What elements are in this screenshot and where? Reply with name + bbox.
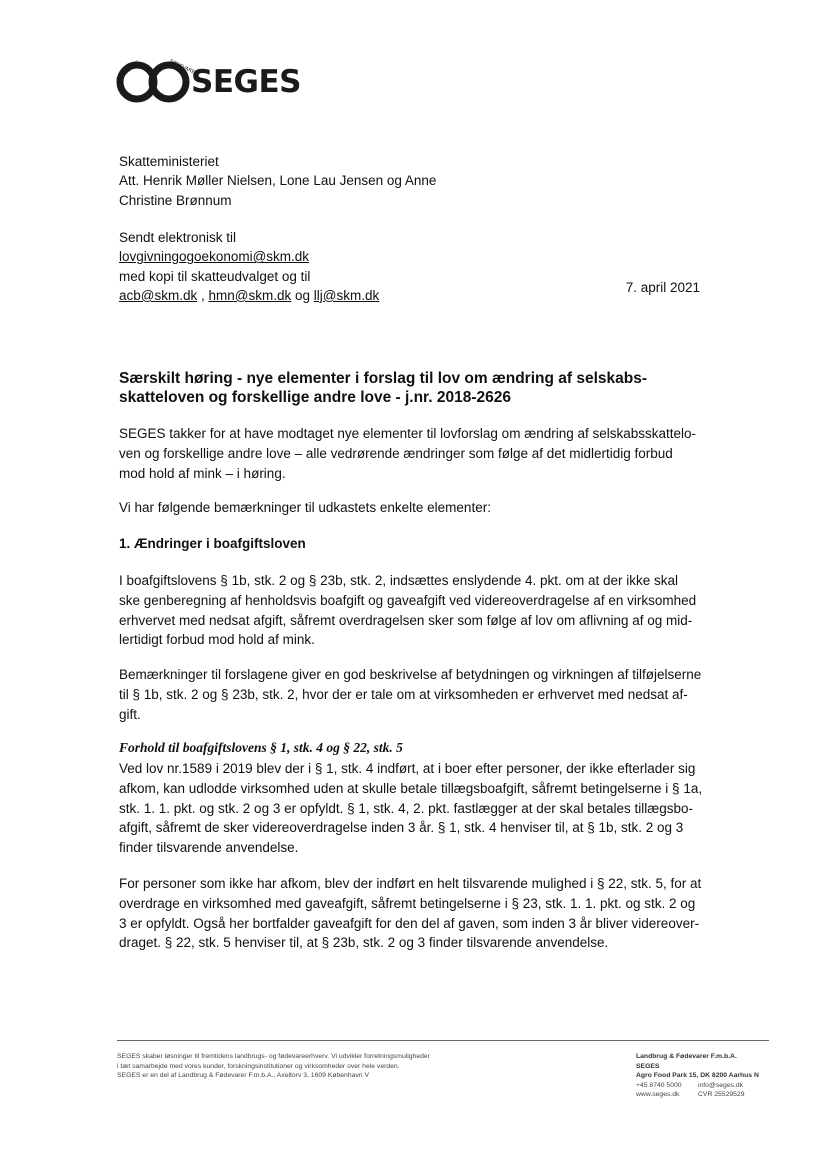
- copy-text: med kopi til skatteudvalget og til: [119, 268, 311, 284]
- footer-web[interactable]: www.seges.dk: [636, 1091, 680, 1099]
- paragraph-line: SEGES takker for at have modtaget nye elementer til lovforslag om ændring af selskabsskattelo-: [119, 426, 697, 441]
- paragraph-line: For personer som ikke har afkom, blev der indført en helt tilsvarende mulighed i § 22, stk. 5, for at: [119, 876, 702, 891]
- separator: og: [291, 287, 314, 303]
- footer-contact: [636, 1052, 759, 1100]
- title-line: skatteloven og forskellige andre love - j.nr. 2018-2626: [119, 388, 511, 406]
- paragraph-line: afkom, kan udlodde virksomhed uden at skulle betale tillægsboafgift, såfremt betingelserne i § 1a,: [119, 780, 703, 796]
- paragraph-line: gift.: [119, 706, 141, 722]
- sent-intro: Sendt elektronisk til: [119, 230, 237, 245]
- paragraph-line: Bemærkninger til forslagene giver en god beskrivelse af betydningen og virkningen af tilføjelserne: [119, 667, 702, 682]
- address-line: Christine Brønnum: [119, 192, 232, 208]
- paragraph-line: I boafgiftslovens § 1b, stk. 2 og § 23b, stk. 2, indsættes enslydende 4. pkt. om at der ikke skal: [119, 573, 679, 588]
- letter-date: 7. april 2021: [625, 280, 700, 295]
- separator: ,: [197, 287, 209, 303]
- footer-unit: SEGES: [636, 1062, 660, 1070]
- paragraph-line: Vi har følgende bemærkninger til udkastets enkelte elementer:: [119, 500, 491, 515]
- subsection-paragraph-1: [119, 759, 715, 858]
- svg-text:FØDEVARER: FØDEVARER: [168, 58, 199, 77]
- footer-line: i tæt samarbejde med vores kunder, forskningsinstitutioner og virksomheder over hele verden.: [117, 1062, 400, 1070]
- intro-paragraph: [119, 424, 715, 483]
- document-title: [119, 370, 719, 407]
- paragraph-line: til § 1b, stk. 2 og § 23b, stk. 2, hvor der er tale om at virksomheden er erhvervet med nedsat af-: [119, 686, 688, 702]
- subsection-paragraph-2: [119, 874, 715, 953]
- footer-divider: [117, 1040, 769, 1041]
- paragraph-line: 3 er opfyldt. Også her bortfalder gaveafgift for den del af gaven, som inden 3 år bliver videreover-: [119, 915, 700, 931]
- section-heading: 1. Ændringer i boafgiftsloven: [119, 536, 306, 551]
- paragraph-line: overdrage en virksomhed med gaveafgift, såfremt betingelserne i § 23, stk. 1. 1. pkt. og stk. 2 og: [119, 895, 696, 911]
- email-link-acb[interactable]: acb@skm.dk: [119, 287, 198, 303]
- svg-text:LANDBRUG: LANDBRUG: [115, 59, 141, 83]
- paragraph-line: mod hold af mink – i høring.: [119, 465, 286, 481]
- footer-line: SEGES skaber løsninger til fremtidens landbrugs- og fødevareerhverv. Vi udvikler forretningsmuligheder: [117, 1053, 430, 1060]
- paragraph-line: erhvervet med nedsat afgift, såfremt overdragelsen sker som følge af lov om aflivning af og mid-: [119, 612, 693, 628]
- sent-info: [119, 228, 379, 305]
- footer-org: Landbrug & Fødevarer F.m.b.A.: [636, 1053, 737, 1060]
- logo-wordmark: SEGES: [191, 64, 301, 100]
- footer-line: SEGES er en del af Landbrug & Fødevarer F.m.b.A., Axeltorv 3, 1609 København V: [117, 1072, 369, 1080]
- footer-address: Agro Food Park 15, DK 8200 Aarhus N: [636, 1072, 759, 1080]
- email-link-hmn[interactable]: hmn@skm.dk: [208, 287, 292, 303]
- paragraph-line: lertidigt forbud mod hold af mink.: [119, 632, 315, 648]
- seges-logo: [117, 54, 301, 110]
- title-line: Særskilt høring - nye elementer i forslag til lov om ændring af selskabs-: [119, 370, 647, 387]
- footer-email[interactable]: info@seges.dk: [698, 1081, 744, 1089]
- paragraph-line: ven og forskellige andre love – alle vedrørende ændringer som følge af det midlertidig forbud: [119, 445, 673, 461]
- paragraph-line: Ved lov nr.1589 i 2019 blev der i § 1, stk. 4 indført, at i boer efter personer, der ikke efterlader sig: [119, 761, 696, 776]
- subsection-heading: Forhold til boafgiftslovens § 1, stk. 4 og § 22, stk. 5: [119, 740, 403, 755]
- footer-cvr: CVR 25529529: [698, 1091, 745, 1099]
- email-link-llj[interactable]: llj@skm.dk: [313, 287, 380, 303]
- address-line: Skatteministeriet: [119, 154, 219, 169]
- paragraph-line: stk. 1. 1. pkt. og stk. 2 og 3 er opfyldt. § 1, stk. 4, 2. pkt. fastlægger at der skal betales tillægsbo-: [119, 800, 694, 816]
- email-link-main[interactable]: lovgivningogoekonomi@skm.dk: [119, 249, 310, 265]
- footer-phone: +45 8740 5000: [636, 1081, 682, 1089]
- paragraph-line: afgift, såfremt de sker videreoverdragelse inden 3 år. § 1, stk. 4 henviser til, at § 1b, stk. 2 og 3: [119, 820, 684, 836]
- paragraph-line: draget. § 22, stk. 5 henviser til, at § 23b, stk. 2 og 3 finder tilsvarende anvendelse.: [119, 935, 609, 951]
- footer-about: [117, 1052, 430, 1081]
- paragraph-line: ske genberegning af henholdsvis boafgift og gaveafgift ved videreoverdragelse af en virksomhed: [119, 592, 697, 608]
- recipient-address: [119, 152, 436, 210]
- paragraph-line: finder tilsvarende anvendelse.: [119, 840, 299, 856]
- address-line: Att. Henrik Møller Nielsen, Lone Lau Jensen og Anne: [119, 173, 437, 189]
- section1-paragraph-2: [119, 665, 715, 724]
- section1-paragraph-1: [119, 571, 715, 650]
- seges-rings-icon: [115, 54, 199, 110]
- remarks-intro: [119, 498, 715, 518]
